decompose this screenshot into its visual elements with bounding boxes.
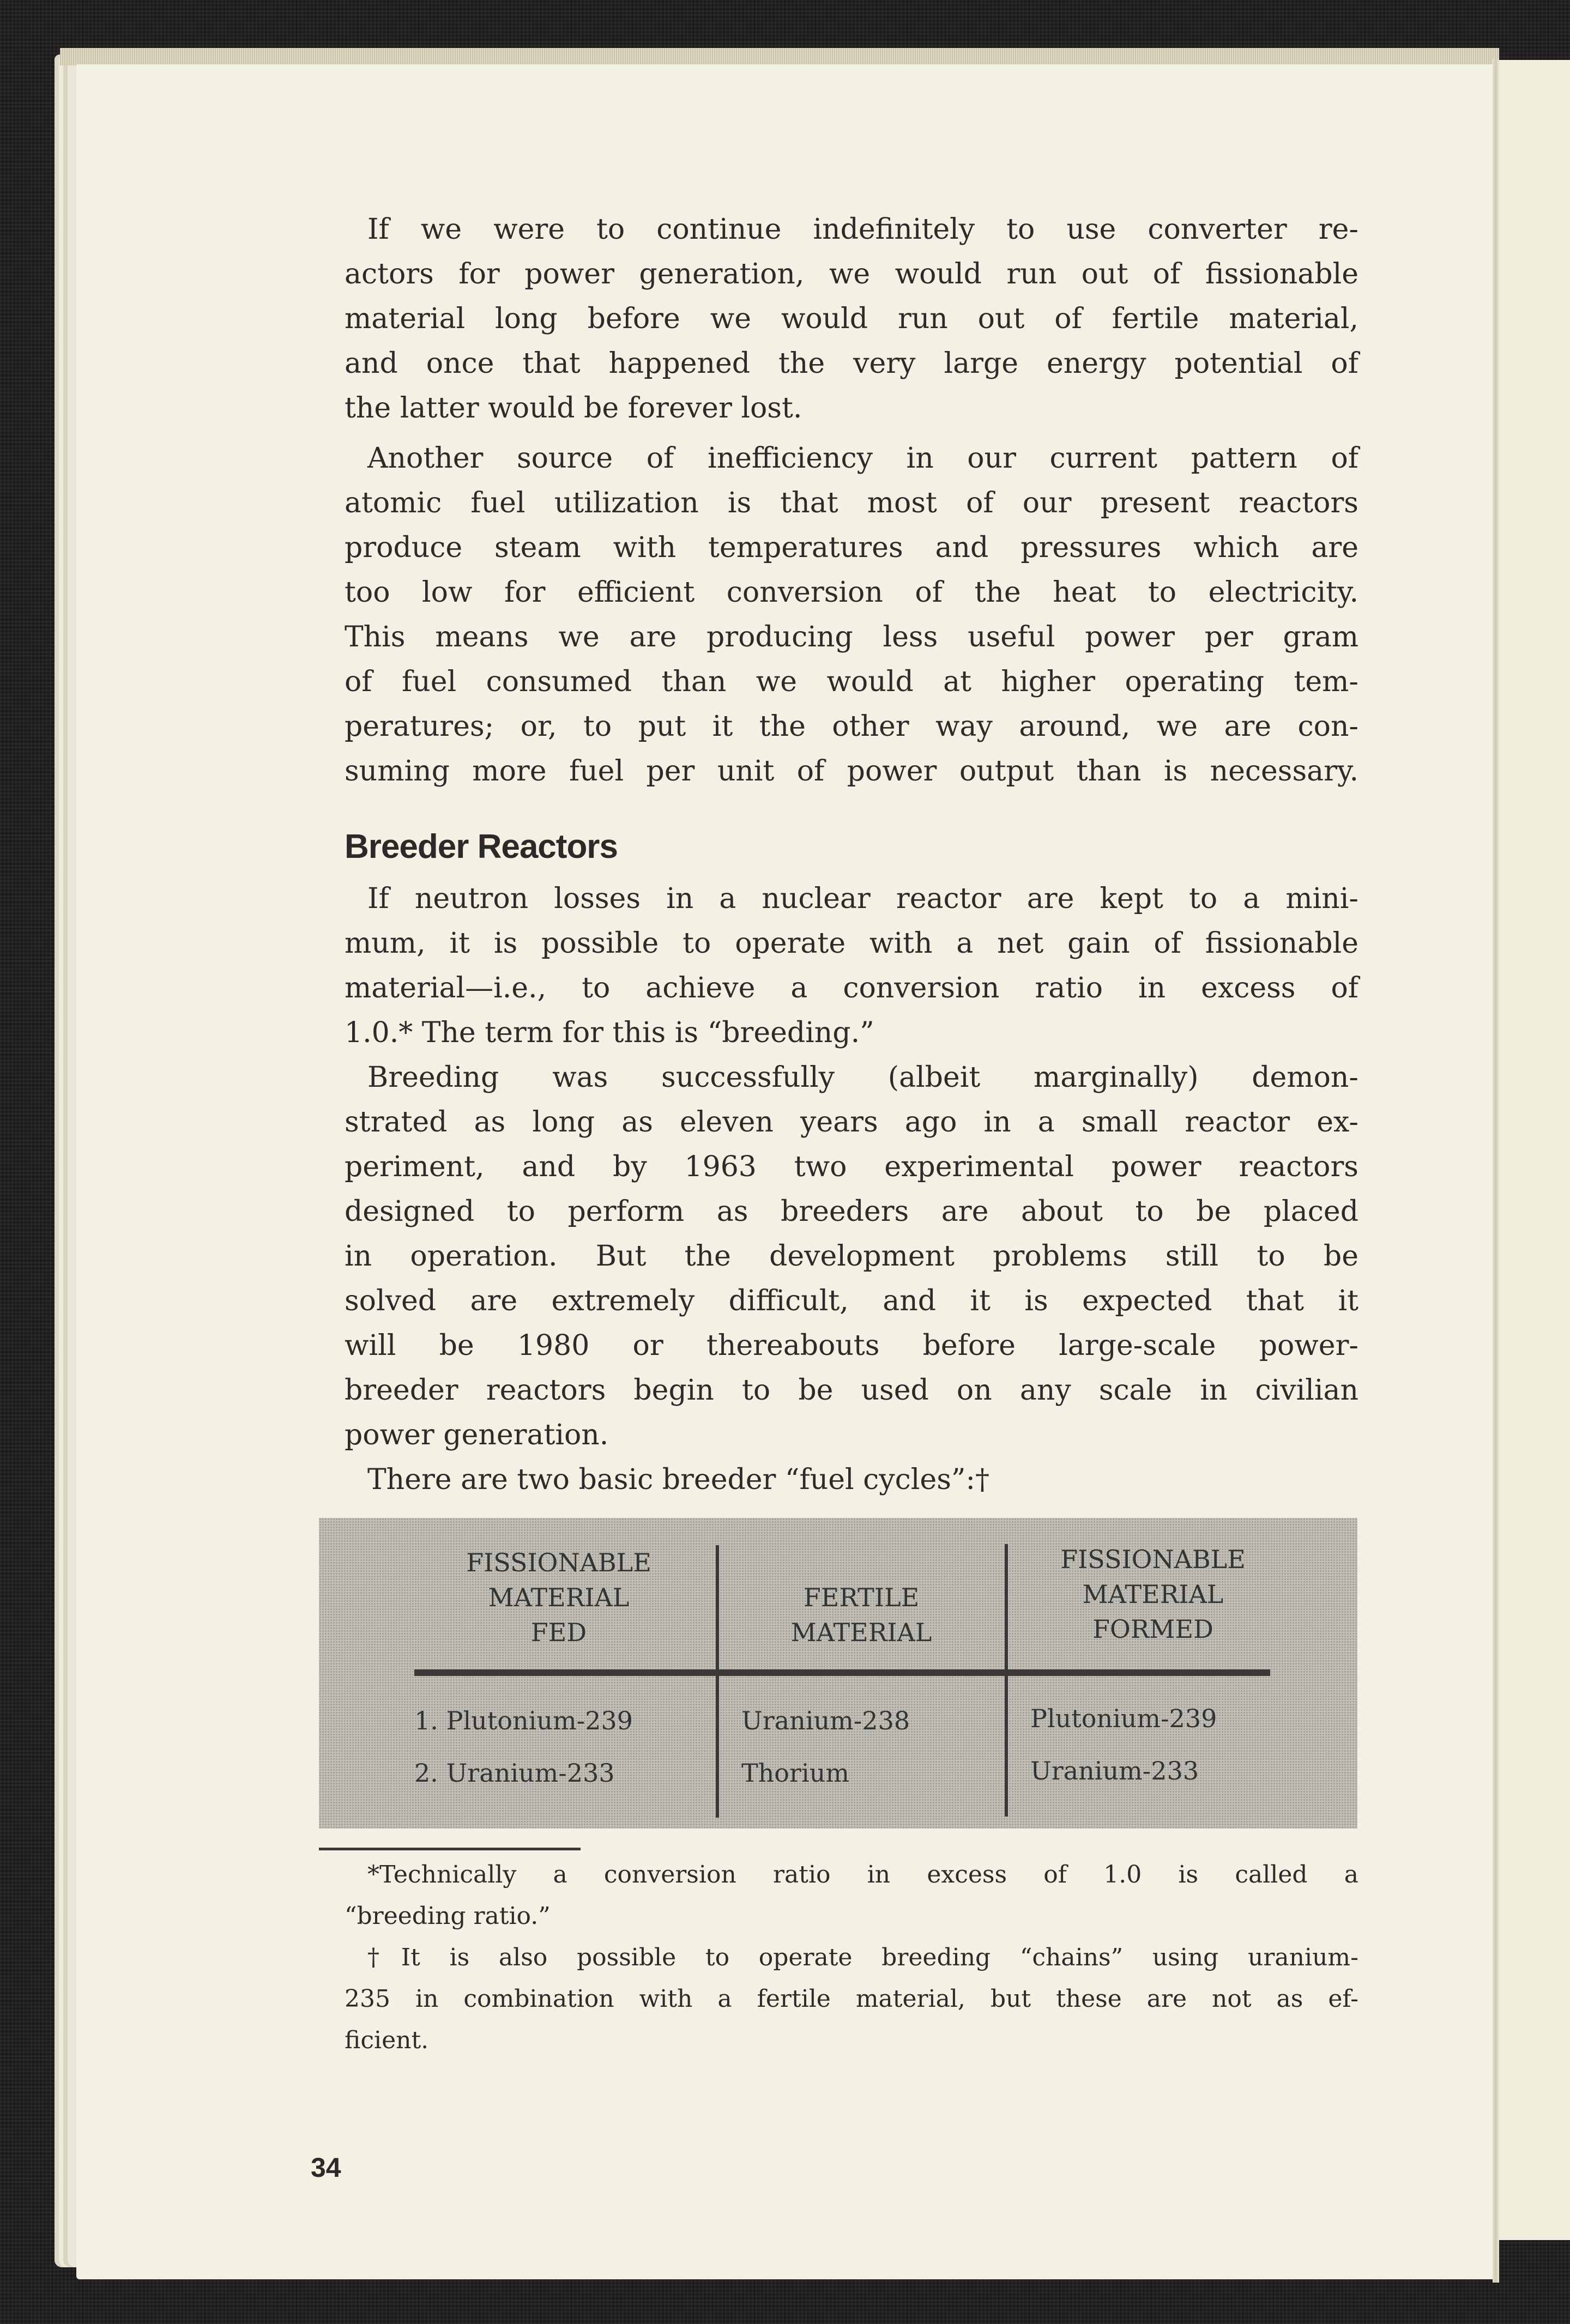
- footnote-line: “breeding ratio.”: [345, 1902, 551, 1930]
- facing-page-edge: [1499, 60, 1570, 2240]
- fuel-cycles-table: [319, 1518, 1357, 1829]
- text-line: atomic fuel utilization is that most of our present reactors: [345, 487, 1358, 519]
- page-top-band: [60, 48, 1499, 65]
- footnote-separator: [319, 1848, 581, 1850]
- text-line: designed to perform as breeders are about to be placed: [345, 1195, 1358, 1228]
- paragraph-breeding-history: [345, 1055, 1358, 1457]
- text-line: in operation. But the development problems still to be: [345, 1240, 1358, 1273]
- text-line: too low for efficient conversion of the heat to electricity.: [345, 576, 1358, 609]
- text-line: material long before we would run out of fertile material,: [345, 302, 1358, 335]
- header-line: FISSIONABLE: [1060, 1545, 1246, 1574]
- text-line: produce steam with temperatures and pressures which are: [345, 531, 1358, 564]
- table-cell: 2. Uranium-233: [414, 1758, 615, 1788]
- footnote-line: 235 in combination with a fertile material, but these are not as ef-: [345, 1985, 1358, 2013]
- footnote-line: ficient.: [345, 2026, 429, 2054]
- column-divider: [1005, 1544, 1008, 1817]
- footnotes: [345, 1854, 1358, 2061]
- table-cell: Plutonium-239: [1030, 1704, 1217, 1733]
- text-line: will be 1980 or thereabouts before large-scale power-: [345, 1329, 1358, 1362]
- text-line: peratures; or, to put it the other way around, we are con-: [345, 710, 1358, 743]
- table-header-fed: [417, 1545, 701, 1650]
- text-line: and once that happened the very large energy potential of: [345, 347, 1358, 380]
- text-line: material—i.e., to achieve a conversion ratio in excess of: [345, 972, 1358, 1004]
- text-line: There are two basic breeder “fuel cycles”:†: [367, 1463, 989, 1496]
- text-line: strated as long as eleven years ago in a small reactor ex-: [345, 1106, 1358, 1139]
- text-line: of fuel consumed than we would at higher operating tem-: [345, 665, 1358, 698]
- paragraph-converter-reactors: [345, 207, 1358, 431]
- header-line: FED: [530, 1618, 587, 1647]
- text-line: actors for power generation, we would run out of fissionable: [345, 258, 1358, 290]
- table-cell: Thorium: [741, 1758, 849, 1788]
- text-line: If neutron losses in a nuclear reactor are kept to a mini-: [367, 882, 1358, 915]
- paragraph-fuel-cycles-intro: [345, 1457, 1358, 1502]
- header-line: MATERIAL: [488, 1583, 630, 1612]
- text-line: If we were to continue indefinitely to use converter re-: [367, 213, 1358, 246]
- text-line: Another source of inefficiency in our current pattern of: [367, 442, 1358, 475]
- table-cell: Uranium-233: [1030, 1756, 1199, 1786]
- text-line: solved are extremely difficult, and it is expected that it: [345, 1285, 1358, 1317]
- paragraph-breeding-definition: [345, 876, 1358, 1055]
- paragraph-inefficiency: [345, 436, 1358, 794]
- table-header-fertile: [722, 1580, 1000, 1650]
- text-line: 1.0.* The term for this is “breeding.”: [345, 1016, 874, 1049]
- header-line: MATERIAL: [1082, 1579, 1224, 1609]
- header-line: FERTILE: [803, 1583, 920, 1612]
- column-divider: [716, 1545, 719, 1818]
- section-heading: Breeder Reactors: [345, 828, 618, 866]
- table-cell: Uranium-238: [741, 1706, 910, 1735]
- text-line: suming more fuel per unit of power output than is necessary.: [345, 755, 1358, 788]
- page-number: 34: [311, 2152, 341, 2183]
- table-cell: 1. Plutonium-239: [414, 1706, 633, 1735]
- header-line: FORMED: [1092, 1614, 1213, 1644]
- table-header-formed: [1011, 1542, 1295, 1647]
- text-line: mum, it is possible to operate with a net gain of fissionable: [345, 927, 1358, 960]
- text-line: This means we are producing less useful power per gram: [345, 621, 1358, 653]
- text-line: the latter would be forever lost.: [345, 392, 802, 425]
- text-line: periment, and by 1963 two experimental power reactors: [345, 1151, 1358, 1183]
- header-line: FISSIONABLE: [466, 1548, 651, 1577]
- text-line: Breeding was successfully (albeit marginally) demon-: [367, 1061, 1358, 1094]
- book-gutter: [1493, 59, 1499, 2283]
- text-line: power generation.: [345, 1419, 609, 1451]
- footnote-line: *Technically a conversion ratio in excess of 1.0 is called a: [367, 1861, 1358, 1889]
- footnote-line: †It is also possible to operate breeding “chains” using uranium-: [367, 1944, 1358, 1971]
- text-line: breeder reactors begin to be used on any scale in civilian: [345, 1374, 1358, 1407]
- header-rule: [414, 1669, 1270, 1676]
- header-line: MATERIAL: [790, 1618, 932, 1647]
